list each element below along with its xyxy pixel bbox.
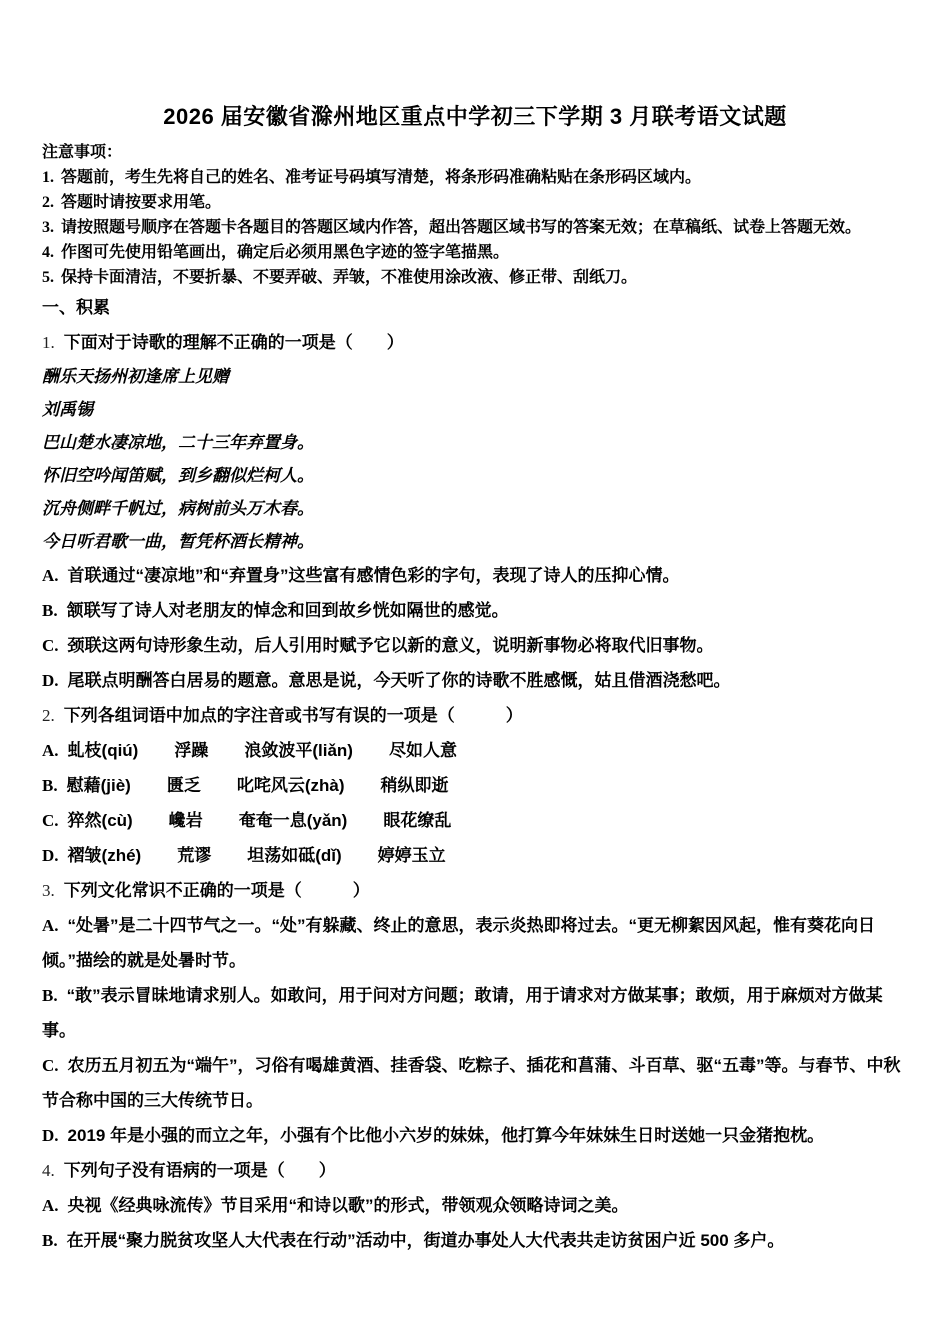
notice-item-number: 4. [42,244,54,261]
question-stem-text: 下列句子没有语病的一项是（ ） [63,1161,336,1180]
notice-item [42,215,908,240]
option-label: B. [42,776,58,795]
option-label: D. [42,1126,59,1145]
word-term: 奄奄一息(yǎn) [238,811,348,830]
word-term: 浪敛波平(liǎn) [244,741,353,760]
notice-item-number: 2. [42,194,54,211]
notice-item-text: 作图可先使用铅笔画出，确定后必须用黑色字迹的签字笔描黑。 [61,244,510,261]
question-4-stem [42,1153,908,1188]
word-term: 浮躁 [174,741,209,760]
section-heading: 一、积累 [42,298,110,317]
option-text: 农历五月初五为“端午”，习俗有喝雄黄酒、挂香袋、吃粽子、插花和菖蒲、斗百草、驱“五毒”等。与春节、中秋节合称中国的三大传统节日。 [42,1056,901,1110]
word-term: 叱咤风云(zhà) [236,776,345,795]
word-term: 稍纵即逝 [380,776,449,795]
question-3-option-d [42,1118,908,1153]
question-stem-text: 下列各组词语中加点的字注音或书写有误的一项是（ ） [63,706,523,725]
page-title: 2026 届安徽省滁州地区重点中学初三下学期 3 月联考语文试题 [163,104,787,129]
word-term: 褶皱(zhé) [67,846,142,865]
poem-author: 刘禹锡 [42,400,93,419]
notice-heading: 注意事项： [42,144,123,161]
question-2-option-b [42,768,908,803]
notice-item [42,240,908,265]
poem-line: 沉舟侧畔千帆过，病树前头万木春。 [42,499,314,518]
notice-item-text: 请按照题号顺序在答题卡各题目的答题区域内作答，超出答题区域书写的答案无效；在草稿纸、试卷上答题无效。 [61,219,862,236]
option-text: 颈联这两句诗形象生动，后人引用时赋予它以新的意义，说明新事物必将取代旧事物。 [67,636,714,655]
word-term: 猝然(cù) [67,811,133,830]
question-number: 4. [42,1161,55,1180]
poem-line: 怀旧空吟闻笛赋，到乡翻似烂柯人。 [42,466,314,485]
option-label: A. [42,1196,59,1215]
question-1-option-b [42,593,908,628]
question-3-stem [42,873,908,908]
question-1-option-d [42,663,908,698]
option-label: D. [42,671,59,690]
option-text: “处暑”是二十四节气之一。“处”有躲藏、终止的意思，表示炎热即将过去。“更无柳絮因风起，惟有葵花向日倾。”描绘的就是处暑时节。 [42,916,876,970]
question-1-stem [42,325,908,360]
question-2-option-d [42,838,908,873]
option-label: C. [42,636,59,655]
question-number: 1. [42,333,55,352]
question-3-option-b [42,978,908,1048]
poem-line: 今日听君歌一曲，暂凭杯酒长精神。 [42,532,314,551]
question-number: 3. [42,881,55,900]
question-3-option-a [42,908,908,978]
option-label: A. [42,916,59,935]
word-term: 荒谬 [177,846,212,865]
notice-item-number: 3. [42,219,54,236]
option-label: C. [42,1056,59,1075]
question-2-stem [42,698,908,733]
option-label: C. [42,811,59,830]
option-text: 尾联点明酬答白居易的题意。意思是说，今天听了你的诗歌不胜感慨，姑且借酒浇愁吧。 [67,671,731,690]
notice-section [42,140,908,290]
notice-item [42,165,908,190]
notice-item [42,265,908,290]
notice-item-number: 5. [42,269,54,286]
option-text: “敢”表示冒昧地请求别人。如敢问，用于问对方问题；敢请，用于请求对方做某事；敢烦，用于麻烦对方做某事。 [42,986,883,1040]
option-label: D. [42,846,59,865]
word-term: 婷婷玉立 [377,846,446,865]
notice-item-text: 答题前，考生先将自己的姓名、准考证号码填写清楚，将条形码准确粘贴在条形码区域内。 [61,169,702,186]
option-text: 在开展“聚力脱贫攻坚人大代表在行动”活动中，街道办事处人大代表共走访贫困户近 500 多户。 [66,1231,785,1250]
option-text: 2019 年是小强的而立之年，小强有个比他小六岁的妹妹，他打算今年妹妹生日时送她一只金猪抱枕。 [67,1126,825,1145]
poem-title: 酬乐天扬州初逢席上见赠 [42,367,229,386]
word-term: 慰藉(jiè) [66,776,131,795]
notice-item [42,190,908,215]
option-label: A. [42,741,59,760]
poem-line: 巴山楚水凄凉地，二十三年弃置身。 [42,433,314,452]
notice-item-text: 答题时请按要求用笔。 [61,194,222,211]
section-accumulation [42,290,908,1258]
word-term: 眼花缭乱 [383,811,452,830]
word-term: 巉岩 [168,811,203,830]
word-term: 尽如人意 [388,741,457,760]
option-text: 首联通过“凄凉地”和“弃置身”这些富有感情色彩的字句，表现了诗人的压抑心情。 [67,566,680,585]
option-label: B. [42,601,58,620]
question-4-option-b [42,1223,908,1258]
word-term: 坦荡如砥(dǐ) [247,846,342,865]
question-2-option-c [42,803,908,838]
notice-item-number: 1. [42,169,54,186]
question-number: 2. [42,706,55,725]
notice-item-text: 保持卡面清洁，不要折暴、不要弄破、弄皱，不准使用涂改液、修正带、刮纸刀。 [61,269,638,286]
option-label: B. [42,986,58,1005]
question-stem-text: 下面对于诗歌的理解不正确的一项是（ ） [63,333,404,352]
word-term: 匮乏 [166,776,201,795]
option-text: 央视《经典咏流传》节目采用“和诗以歌”的形式，带领观众领略诗词之美。 [67,1196,629,1215]
option-text: 颔联写了诗人对老朋友的悼念和回到故乡恍如隔世的感觉。 [66,601,509,620]
question-3-option-c [42,1048,908,1118]
question-1-option-c [42,628,908,663]
option-label: B. [42,1231,58,1250]
question-2-option-a [42,733,908,768]
question-1-option-a [42,558,908,593]
question-stem-text: 下列文化常识不正确的一项是（ ） [63,881,370,900]
word-term: 虬枝(qiú) [67,741,139,760]
question-4-option-a [42,1188,908,1223]
option-label: A. [42,566,59,585]
